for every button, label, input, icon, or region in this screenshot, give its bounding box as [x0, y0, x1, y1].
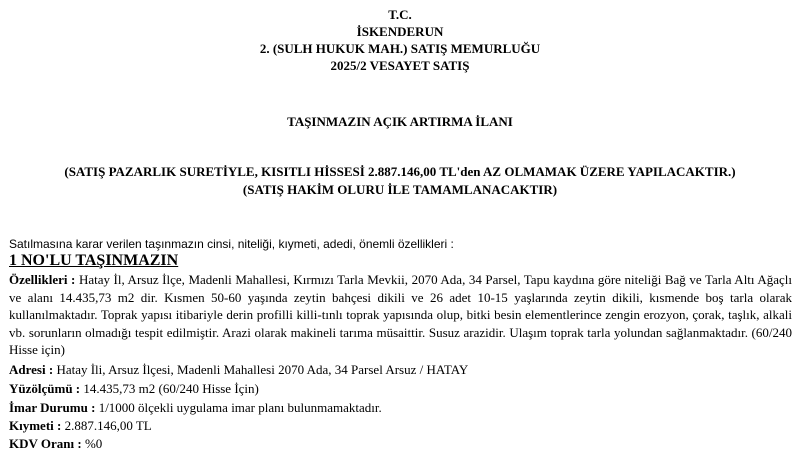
- area-label: Yüzölçümü :: [9, 381, 81, 396]
- value-text: 2.887.146,00 TL: [64, 418, 152, 433]
- address-label: Adresi :: [9, 362, 54, 377]
- zoning-label: İmar Durumu :: [9, 400, 96, 415]
- vat-text: %0: [84, 436, 103, 451]
- address-text: Hatay İli, Arsuz İlçesi, Madenli Mahallesi 2070 Ada, 34 Parsel Arsuz / HATAY: [56, 362, 469, 377]
- intro-text: Satılmasına karar verilen taşınmazın cinsi, niteliği, kıymeti, adedi, önemli özellikleri :: [9, 237, 454, 251]
- sale-notice-line-1: (SATIŞ PAZARLIK SURETİYLE, KISITLI HİSSESİ 2.887.146,00 TL'den AZ OLMAMAK ÜZERE YAPILACAKTIR.): [64, 164, 736, 179]
- header-line-city: İSKENDERUN: [356, 24, 444, 39]
- features-text: Hatay İl, Arsuz İlçe, Madenli Mahallesi, Kırmızı Tarla Mevkii, 2070 Ada, 34 Parsel, Tapu kaydına göre niteliği Bağ ve Tarla Altı Ağaçlı ve alanı 14.435,73 m2 dir. Kısmen 50-60 yaşında zeytin bahçesi dikili ve 26 adet 10-15 yaşlarında zeytin dikili, kısmende boş tarla olarak kullanılmaktadır. Toprak yapısı itibariyle derin profilli killi-tınlı toprak yapısında olup, bitki besin elementlerince zengin erozyon, çorak, taşlık, alkali vb. sorunların olmadığı tespit edilmiştir. Arazi olarak makineli tarıma müsaittir. Susuz arazidir. Ulaşım toprak tarla yolundan sağlanmaktadır. (60/240 Hisse için): [9, 272, 793, 357]
- lot-address: [9, 361, 792, 379]
- zoning-text: 1/1000 ölçekli uygulama imar planı bulunmamaktadır.: [98, 400, 382, 415]
- header-line-tc: T.C.: [388, 7, 412, 22]
- document-title: TAŞINMAZIN AÇIK ARTIRMA İLANI: [287, 114, 513, 129]
- lot-zoning: [9, 399, 792, 417]
- value-label: Kıymeti :: [9, 418, 62, 433]
- vat-label: KDV Oranı :: [9, 436, 82, 451]
- header-line-office: 2. (SULH HUKUK MAH.) SATIŞ MEMURLUĞU: [259, 41, 541, 56]
- lot-title: 1 NO'LU TAŞINMAZIN: [9, 252, 179, 269]
- features-label: Özellikleri :: [9, 272, 76, 287]
- sale-notice-line-2: (SATIŞ HAKİM OLURU İLE TAMAMLANACAKTIR): [242, 182, 558, 197]
- lot-area: [9, 380, 792, 398]
- header-line-file-no: 2025/2 VESAYET SATIŞ: [330, 58, 470, 73]
- area-text: 14.435,73 m2 (60/240 Hisse İçin): [83, 381, 259, 396]
- lot-value: [9, 417, 792, 435]
- lot-features: [9, 271, 792, 359]
